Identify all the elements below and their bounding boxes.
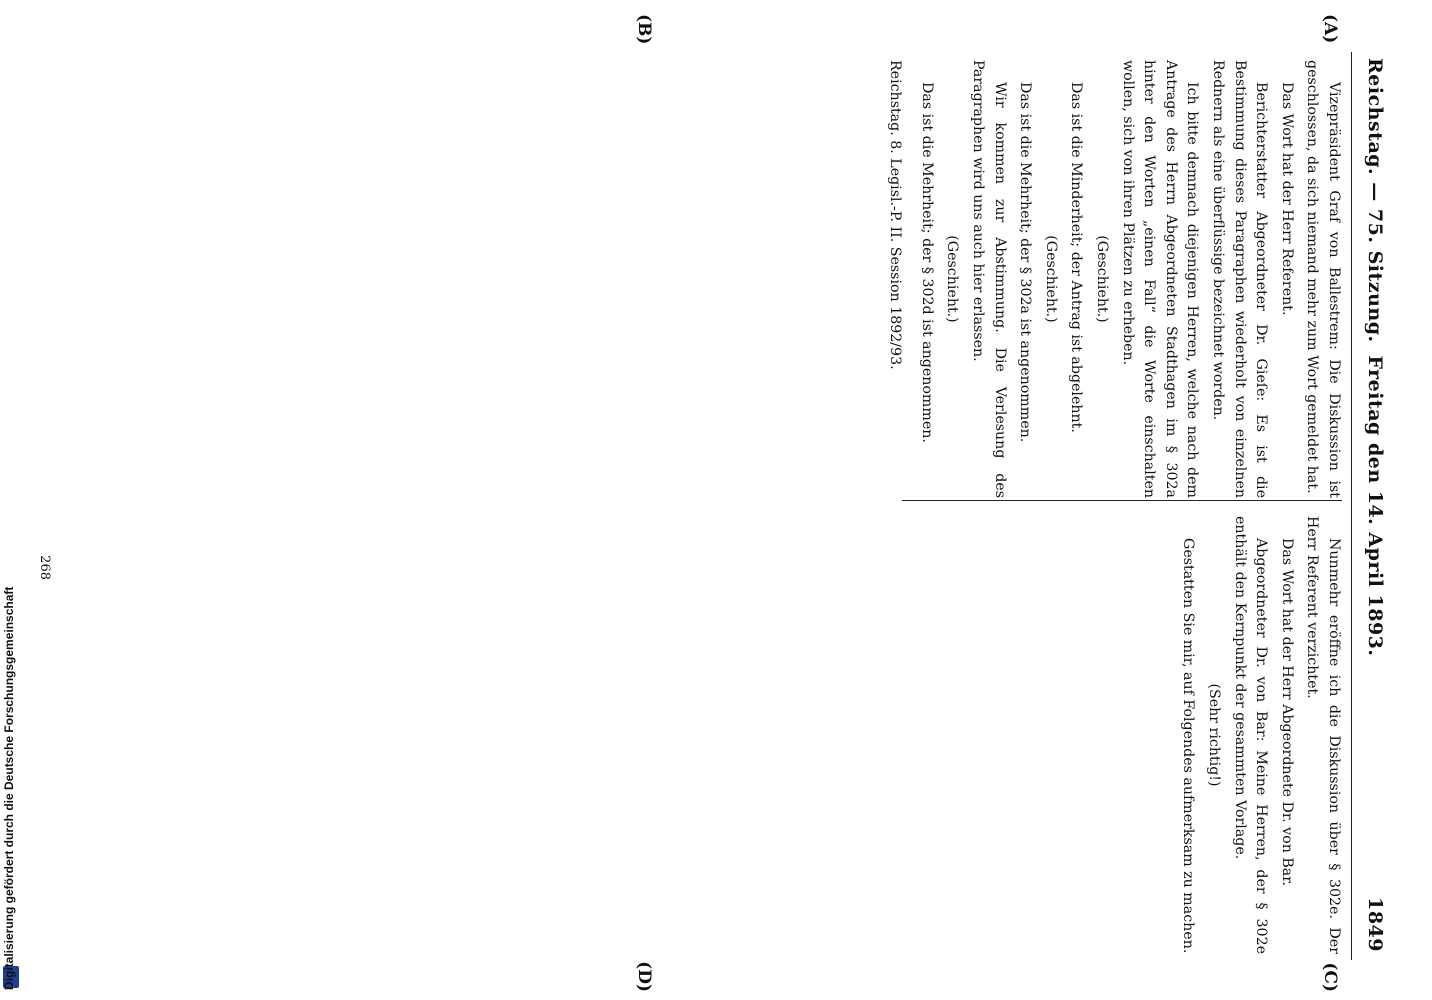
- paragraph: Das ist die Mehrheit; der § 302d ist angenommen.: [918, 82, 935, 443]
- paragraph: Berichterstatter Abgeordneter Dr. Gieſe: Es ist die Bestimmung dieses Paragraphen wiederholt von einzelnen Rednern als eine überflüssige bezeichnet worden.: [1210, 60, 1270, 498]
- column-footer: Reichstag. 8. Legisl.-P. II. Session 1892/93.: [887, 60, 904, 370]
- margin-mark-c: (C): [1320, 962, 1340, 992]
- stage-direction: (Sehr richtig!): [1206, 683, 1223, 787]
- paragraph: Das ist die Mehrheit; der § 302a ist angenommen.: [1017, 82, 1034, 443]
- running-header: [1351, 52, 1396, 960]
- margin-mark-b: (B): [634, 14, 654, 45]
- digitization-credit: [0, 0, 22, 1000]
- stage-direction: (Geschieht.): [1094, 235, 1111, 323]
- margin-mark-a: (A): [1320, 14, 1340, 44]
- paragraph: Gestatten Sie mir, auf Folgendes aufmerksam zu machen.: [1180, 538, 1197, 954]
- paragraph: Abgeordneter Dr. von Bar: Meine Herren, der § 302e enthält den Kernpunkt der gesammten Vorlage.: [1231, 516, 1270, 954]
- credit-text: Digitalisierung gefördert durch die Deutsche Forschungsgemeinschaft: [2, 586, 16, 990]
- paragraph: Wir kommen zur Abstimmung. Die Verlesung des Paragraphen wird uns auch hier erlassen.: [970, 60, 1008, 498]
- header-date: Freitag den 14. April 1893.: [1364, 355, 1386, 657]
- page-footer-number: 268: [37, 555, 52, 580]
- paragraph: Vizepräsident Graf von Ballestrem: Die Diskussion ist geschlossen, da sich niemand mehr zum Wort gemeldet hat.: [1304, 60, 1342, 498]
- paragraph: Ich bitte demnach diejenigen Herren, welche nach dem Antrage des Herrn Abgeordneten Stadthagen im § 302a hinter den Worten „einen Fall“ die Worte einschalten wollen, sich von ihren Plätzen zu erheben.: [1119, 60, 1201, 498]
- stage-direction: (Geschieht.): [1042, 235, 1059, 323]
- header-page-number: 1849: [1364, 897, 1386, 952]
- left-column: [880, 60, 1344, 498]
- paragraph: Nunmehr eröffne ich die Diskussion über § 302e. Der Herr Referent verzichtet.: [1304, 516, 1342, 954]
- header-session: Reichstag. — 75. Sitzung.: [1364, 58, 1386, 343]
- document-page: [30, 0, 1402, 1000]
- paragraph: Das Wort hat der Herr Referent.: [1278, 82, 1295, 316]
- right-column: [1173, 516, 1344, 954]
- stage-direction: (Geschieht.): [944, 235, 961, 323]
- margin-mark-d: (D): [634, 961, 654, 992]
- paragraph: Das Wort hat der Herr Abgeordnete Dr. von Bar.: [1278, 538, 1295, 886]
- column-divider: [902, 500, 1342, 501]
- paragraph: Das ist die Minderheit; der Antrag ist abgelehnt.: [1068, 82, 1085, 433]
